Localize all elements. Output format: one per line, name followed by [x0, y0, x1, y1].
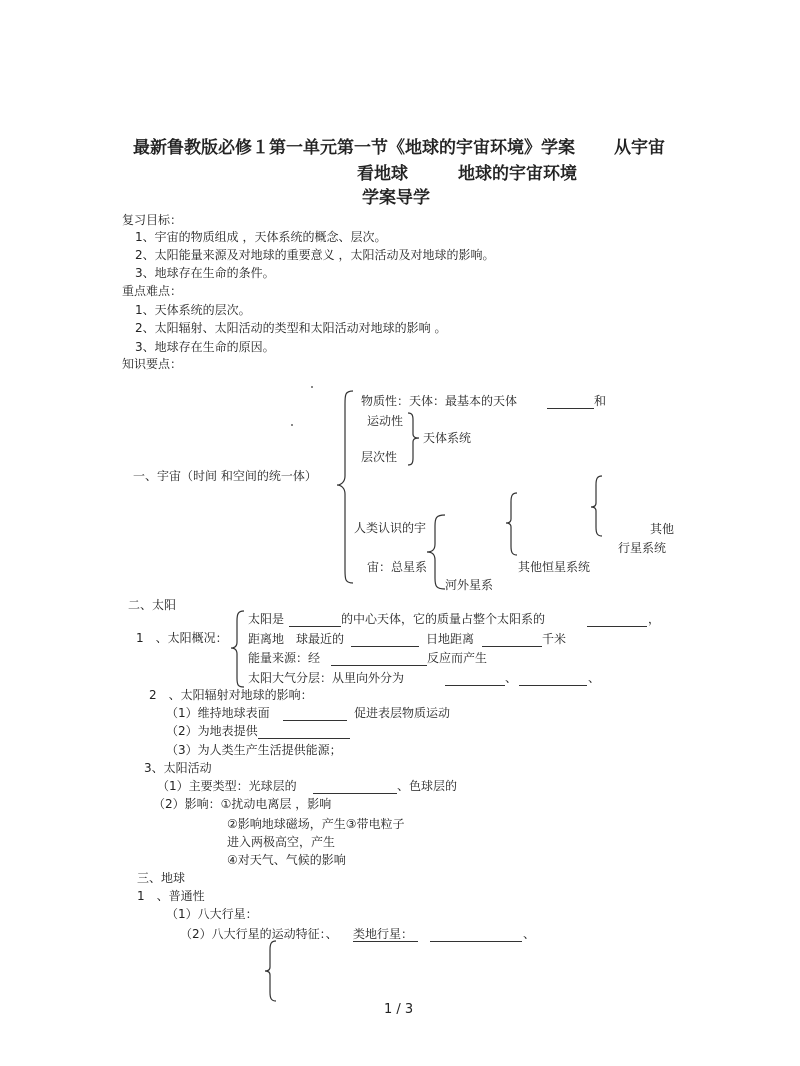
blank-line [351, 646, 419, 647]
blank-line [445, 685, 505, 686]
title-line2-a: 看地球 [357, 164, 408, 184]
blank-line [430, 941, 522, 942]
sun-line1: 太阳是 [248, 612, 285, 626]
universe-galaxies: 河外星系 [445, 578, 494, 592]
earth-end: 、 [523, 927, 536, 941]
review-item: 1、宇宙的物质组成 ，天体系统的概念、层次。 [135, 230, 387, 244]
activity-item: （1）主要类型：光球层的 [157, 779, 297, 793]
sun-line3: 能量来源：经 [248, 651, 321, 665]
blank-line [519, 685, 587, 686]
universe-other-planets: 其他 [650, 522, 675, 536]
galaxy-brace [425, 514, 447, 590]
universe-human2: 宙：总星系 [367, 560, 428, 574]
planet-brace [590, 475, 604, 537]
earth-terrestrial: 类地行星： [353, 927, 414, 941]
key-item: 2、太阳辐射、太阳活动的类型和太阳活动对地球的影响 。 [135, 321, 447, 335]
blank-line [353, 941, 418, 942]
key-item: 3、地球存在生命的原因。 [135, 340, 275, 354]
activity-item: 进入两极高空，产生 [227, 835, 336, 849]
activity-item: （2）影响：①扰动电离层 ，影响 [153, 797, 332, 811]
universe-hierarchy: 层次性 [361, 450, 398, 464]
blank-line [587, 626, 647, 627]
earth-planets: （1）八大行星： [166, 907, 258, 921]
title-line3: 学案导学 [362, 188, 430, 208]
dot-mark [311, 386, 313, 388]
blank-line [258, 738, 350, 739]
universe-system: 天体系统 [423, 431, 472, 445]
sun-heading: 二、太阳 [128, 598, 177, 612]
blank-line [482, 646, 542, 647]
sun-line2c: 千米 [542, 632, 567, 646]
review-heading: 复习目标： [122, 213, 183, 227]
sun-line4-sep: 、 [505, 671, 518, 685]
activity-heading: 3、太阳活动 [144, 761, 212, 775]
blank-line [331, 665, 427, 666]
earth-brace [264, 940, 278, 1002]
earth-heading: 三、地球 [137, 871, 186, 885]
universe-other-stars: 其他恒星系统 [518, 560, 591, 574]
sun-line1b: 的中心天体，它的质量占整个太阳系的 [341, 612, 546, 626]
system-brace [407, 412, 421, 466]
title-line1-end: 从宇宙 [614, 138, 665, 158]
title-line2-b: 地球的宇宙环境 [458, 164, 577, 184]
radiation-heading: 2 、太阳辐射对地球的影响： [149, 688, 313, 702]
dot-mark [291, 424, 293, 426]
page-number: 1 / 3 [384, 1002, 414, 1017]
activity-item: ②影响地球磁场，产生③带电粒子 [227, 817, 405, 831]
sun-brace [230, 610, 246, 688]
universe-material: 物质性：天体：最基本的天体 [361, 394, 518, 408]
universe-human1: 人类认识的宇 [354, 521, 427, 535]
radiation-item: （2）为地表提供 [166, 724, 258, 738]
radiation-item-end: 促进表层物质运动 [354, 706, 451, 720]
universe-brace [336, 390, 356, 584]
universe-other-planets2: 行星系统 [618, 541, 667, 555]
activity-item: ④对天气、气候的影响 [227, 853, 346, 867]
universe-motion: 运动性 [367, 414, 404, 428]
sun-line1-end: ， [648, 612, 661, 626]
sun-overview-label: 1 、太阳概况： [136, 631, 228, 645]
sun-line2b: 日地距离 [426, 632, 475, 646]
universe-material-end: 和 [594, 394, 607, 408]
blank-line [283, 720, 347, 721]
blank-line [313, 793, 397, 794]
key-heading: 重点难点： [122, 284, 183, 298]
sun-line4-end: 、 [588, 671, 601, 685]
review-item: 3、地球存在生命的条件。 [135, 266, 275, 280]
sun-line2: 距离地 球最近的 [248, 632, 345, 646]
key-item: 1、天体系统的层次。 [135, 303, 251, 317]
earth-motion: （2）八大行星的运动特征：、 [180, 927, 338, 941]
review-item: 2、太阳能量来源及对地球的重要意义 ，太阳活动及对地球的影响。 [135, 248, 495, 262]
radiation-item: （1）维持地球表面 [166, 706, 270, 720]
knowledge-heading: 知识要点： [122, 357, 183, 371]
title-line1: 最新鲁教版必修１第一单元第一节《地球的宇宙环境》学案 [133, 138, 575, 158]
activity-item-end: 、色球层的 [397, 779, 458, 793]
universe-label: 一、宇宙（时间 和空间的统一体） [133, 469, 317, 483]
earth-universality: 1 、普通性 [137, 889, 205, 903]
star-brace [505, 492, 519, 556]
blank-line [547, 408, 594, 409]
blank-line [289, 626, 341, 627]
radiation-item: （3）为人类生产生活提供能源； [166, 743, 342, 757]
sun-line3b: 反应而产生 [427, 651, 488, 665]
sun-line4: 太阳大气分层：从里向外分为 [248, 671, 405, 685]
